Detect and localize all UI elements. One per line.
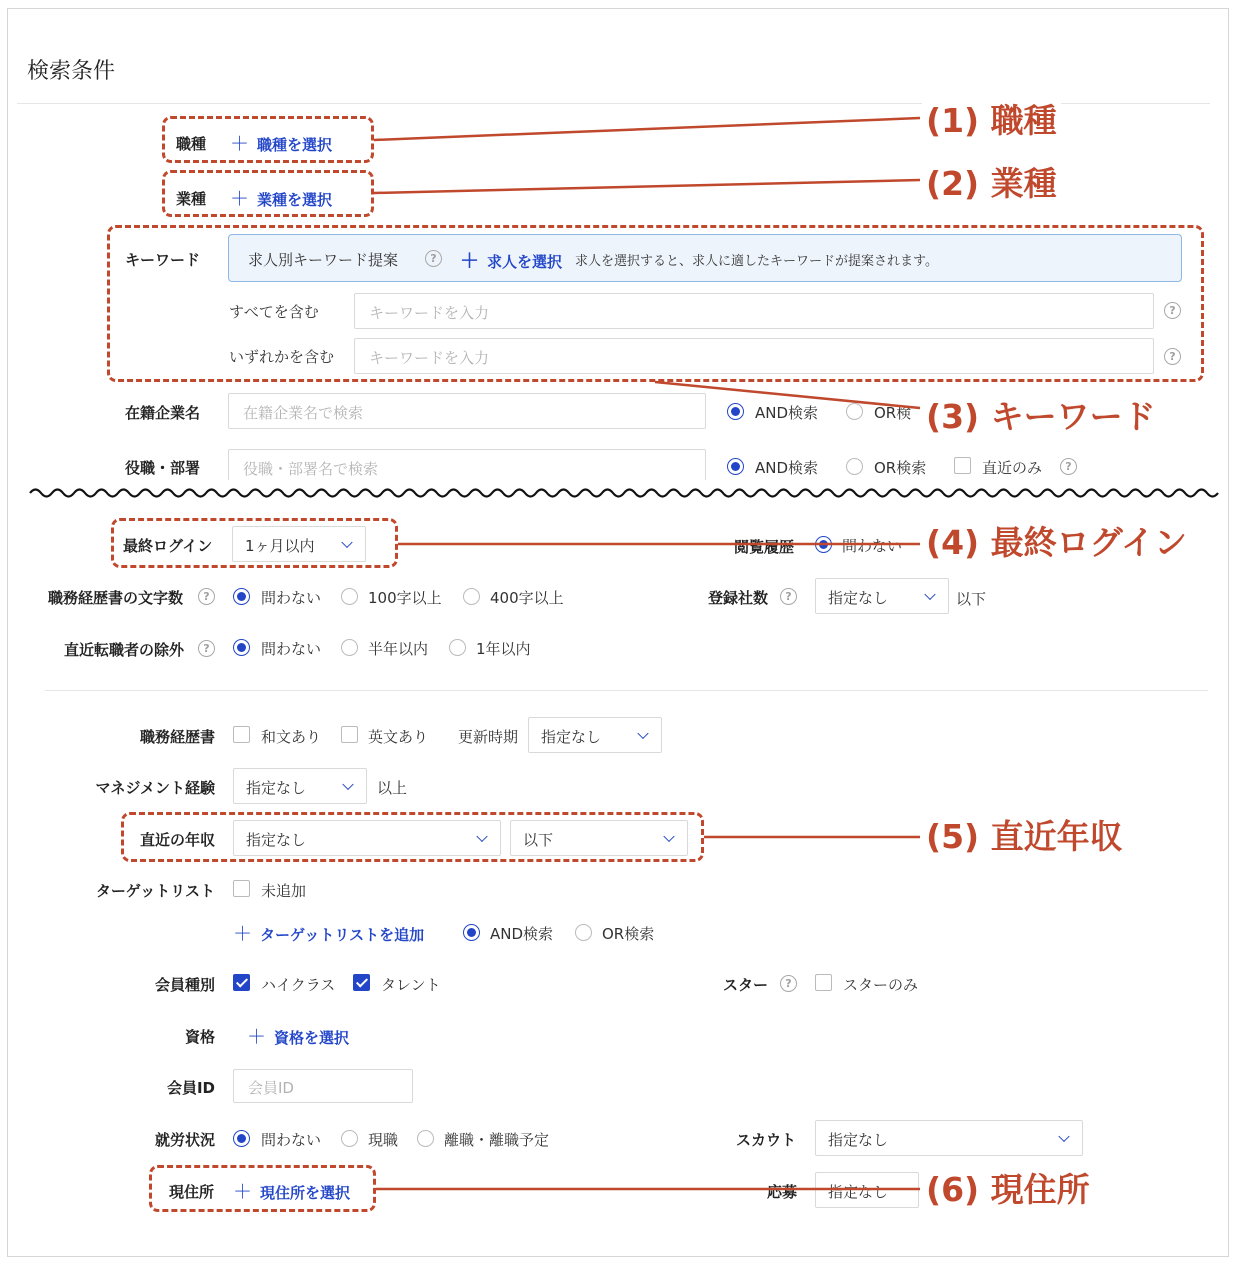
target-list-unadded-label: 未追加 [261,882,307,900]
callout-salary: (5) 直近年収 [922,811,1127,858]
help-icon[interactable]: ? [198,640,215,657]
callout-keyword: (3) キーワード [922,391,1160,438]
help-icon[interactable]: ? [198,588,215,605]
position-input[interactable]: 役職・部署名で検索 [228,449,706,485]
job-change-option: 問わない [261,640,322,658]
resume-japanese-label: 和文あり [261,728,322,746]
help-icon[interactable]: ? [1164,302,1181,319]
plus-icon: ＋ [233,923,253,945]
position-label: 役職・部署 [125,459,201,477]
position-recent-label: 直近のみ [982,459,1043,477]
resume-chars-option: 100字以上 [368,589,442,607]
callout-job-type: (1) 職種 [922,95,1061,142]
leader-line-3 [655,382,920,408]
leader-line-2 [374,180,920,193]
help-icon[interactable]: ? [425,250,442,267]
browse-history-option: 問わない [842,537,903,555]
plus-icon: ＋ [230,133,250,155]
help-icon[interactable]: ? [1060,458,1077,475]
management-value: 指定なし [246,779,307,797]
plus-icon: ＋ [247,1026,267,1048]
resume-label: 職務経歴書 [139,728,215,746]
target-list-or-label: OR検索 [602,925,655,943]
resume-updated-value: 指定なし [541,728,602,746]
job-change-label: 直近転職者の除外 [64,641,185,659]
companies-count-suffix: 以下 [956,590,987,608]
member-id-input[interactable]: 会員ID [233,1069,413,1103]
employment-option: 離職・離職予定 [444,1131,550,1149]
member-type-label: 会員種別 [154,976,215,994]
employment-option: 現職 [368,1131,399,1149]
plus-icon: ＋ [230,188,250,210]
star-label: スター [723,976,769,994]
callout-last-login: (4) 最終ログイン [922,517,1191,564]
keyword-any-label: いずれかを含む [229,348,335,366]
callout-industry: (2) 業種 [922,158,1061,205]
target-list-label: ターゲットリスト [95,882,215,900]
resume-chars-option: 問わない [261,589,322,607]
add-target-list-text: ターゲットリストを追加 [260,926,425,944]
application-label: 応募 [767,1183,798,1201]
keyword-all-input[interactable]: キーワードを入力 [354,293,1154,329]
position-or-label: OR検索 [874,459,927,477]
help-icon[interactable]: ? [780,975,797,992]
help-icon[interactable]: ? [780,588,797,605]
employment-option: 問わない [261,1131,322,1149]
company-and-label: AND検索 [755,404,819,422]
plus-icon: ＋ [233,1181,253,1203]
job-change-option: 半年以内 [368,640,429,658]
select-address-text: 現住所を選択 [260,1184,351,1202]
panel-title: 検索条件 [27,59,116,84]
keyword-any-input[interactable]: キーワードを入力 [354,338,1154,374]
keyword-all-label: すべてを含む [229,303,319,321]
star-only-label: スターのみ [843,976,919,994]
plus-icon: ＋ [460,250,480,272]
companies-count-value: 指定なし [828,589,889,607]
select-job-type-text: 職種を選択 [257,136,333,154]
company-input[interactable]: 在籍企業名で検索 [228,393,706,429]
position-and-label: AND検索 [755,459,819,477]
company-or-label: OR検 [874,404,912,422]
salary-label: 直近の年収 [139,831,215,849]
select-industry-text: 業種を選択 [257,191,333,209]
resume-chars-label: 職務経歴書の文字数 [48,589,184,607]
browse-history-label: 閲覧履歴 [734,538,795,556]
industry-label: 業種 [176,190,207,208]
application-value: 指定なし [828,1183,889,1201]
leader-line-1 [374,118,920,140]
company-label: 在籍企業名 [125,404,201,422]
help-icon[interactable]: ? [1164,348,1181,365]
employment-label: 就労状況 [154,1131,215,1149]
keyword-label: キーワード [125,251,201,269]
select-job-text: 求人を選択 [487,253,563,271]
target-list-and-label: AND検索 [490,925,554,943]
member-type-talent-label: タレント [381,976,441,994]
job-type-label: 職種 [176,135,207,153]
companies-count-label: 登録社数 [708,589,769,607]
resume-english-label: 英文あり [368,728,429,746]
member-type-high-class-label: ハイクラス [261,976,336,994]
resume-chars-option: 400字以上 [490,589,564,607]
resume-updated-label: 更新時期 [458,728,519,746]
keyword-suggest-label: 求人別キーワード提案 [248,251,399,269]
job-change-option: 1年以内 [476,640,531,658]
management-label: マネジメント経験 [95,779,215,797]
last-login-label: 最終ログイン [123,537,213,555]
last-login-value: 1ヶ月以内 [245,537,315,555]
scout-value: 指定なし [828,1131,889,1149]
management-suffix: 以上 [377,779,408,797]
salary-bound-value: 以下 [523,831,554,849]
qualification-label: 資格 [184,1028,215,1046]
scout-label: スカウト [736,1131,797,1149]
callout-address: (6) 現住所 [922,1164,1094,1211]
salary-value: 指定なし [246,831,307,849]
address-label: 現住所 [169,1183,215,1201]
keyword-suggest-note: 求人を選択すると、求人に適したキーワードが提案されます。 [575,254,938,269]
select-qualification-text: 資格を選択 [274,1029,350,1047]
member-id-label: 会員ID [166,1079,215,1097]
